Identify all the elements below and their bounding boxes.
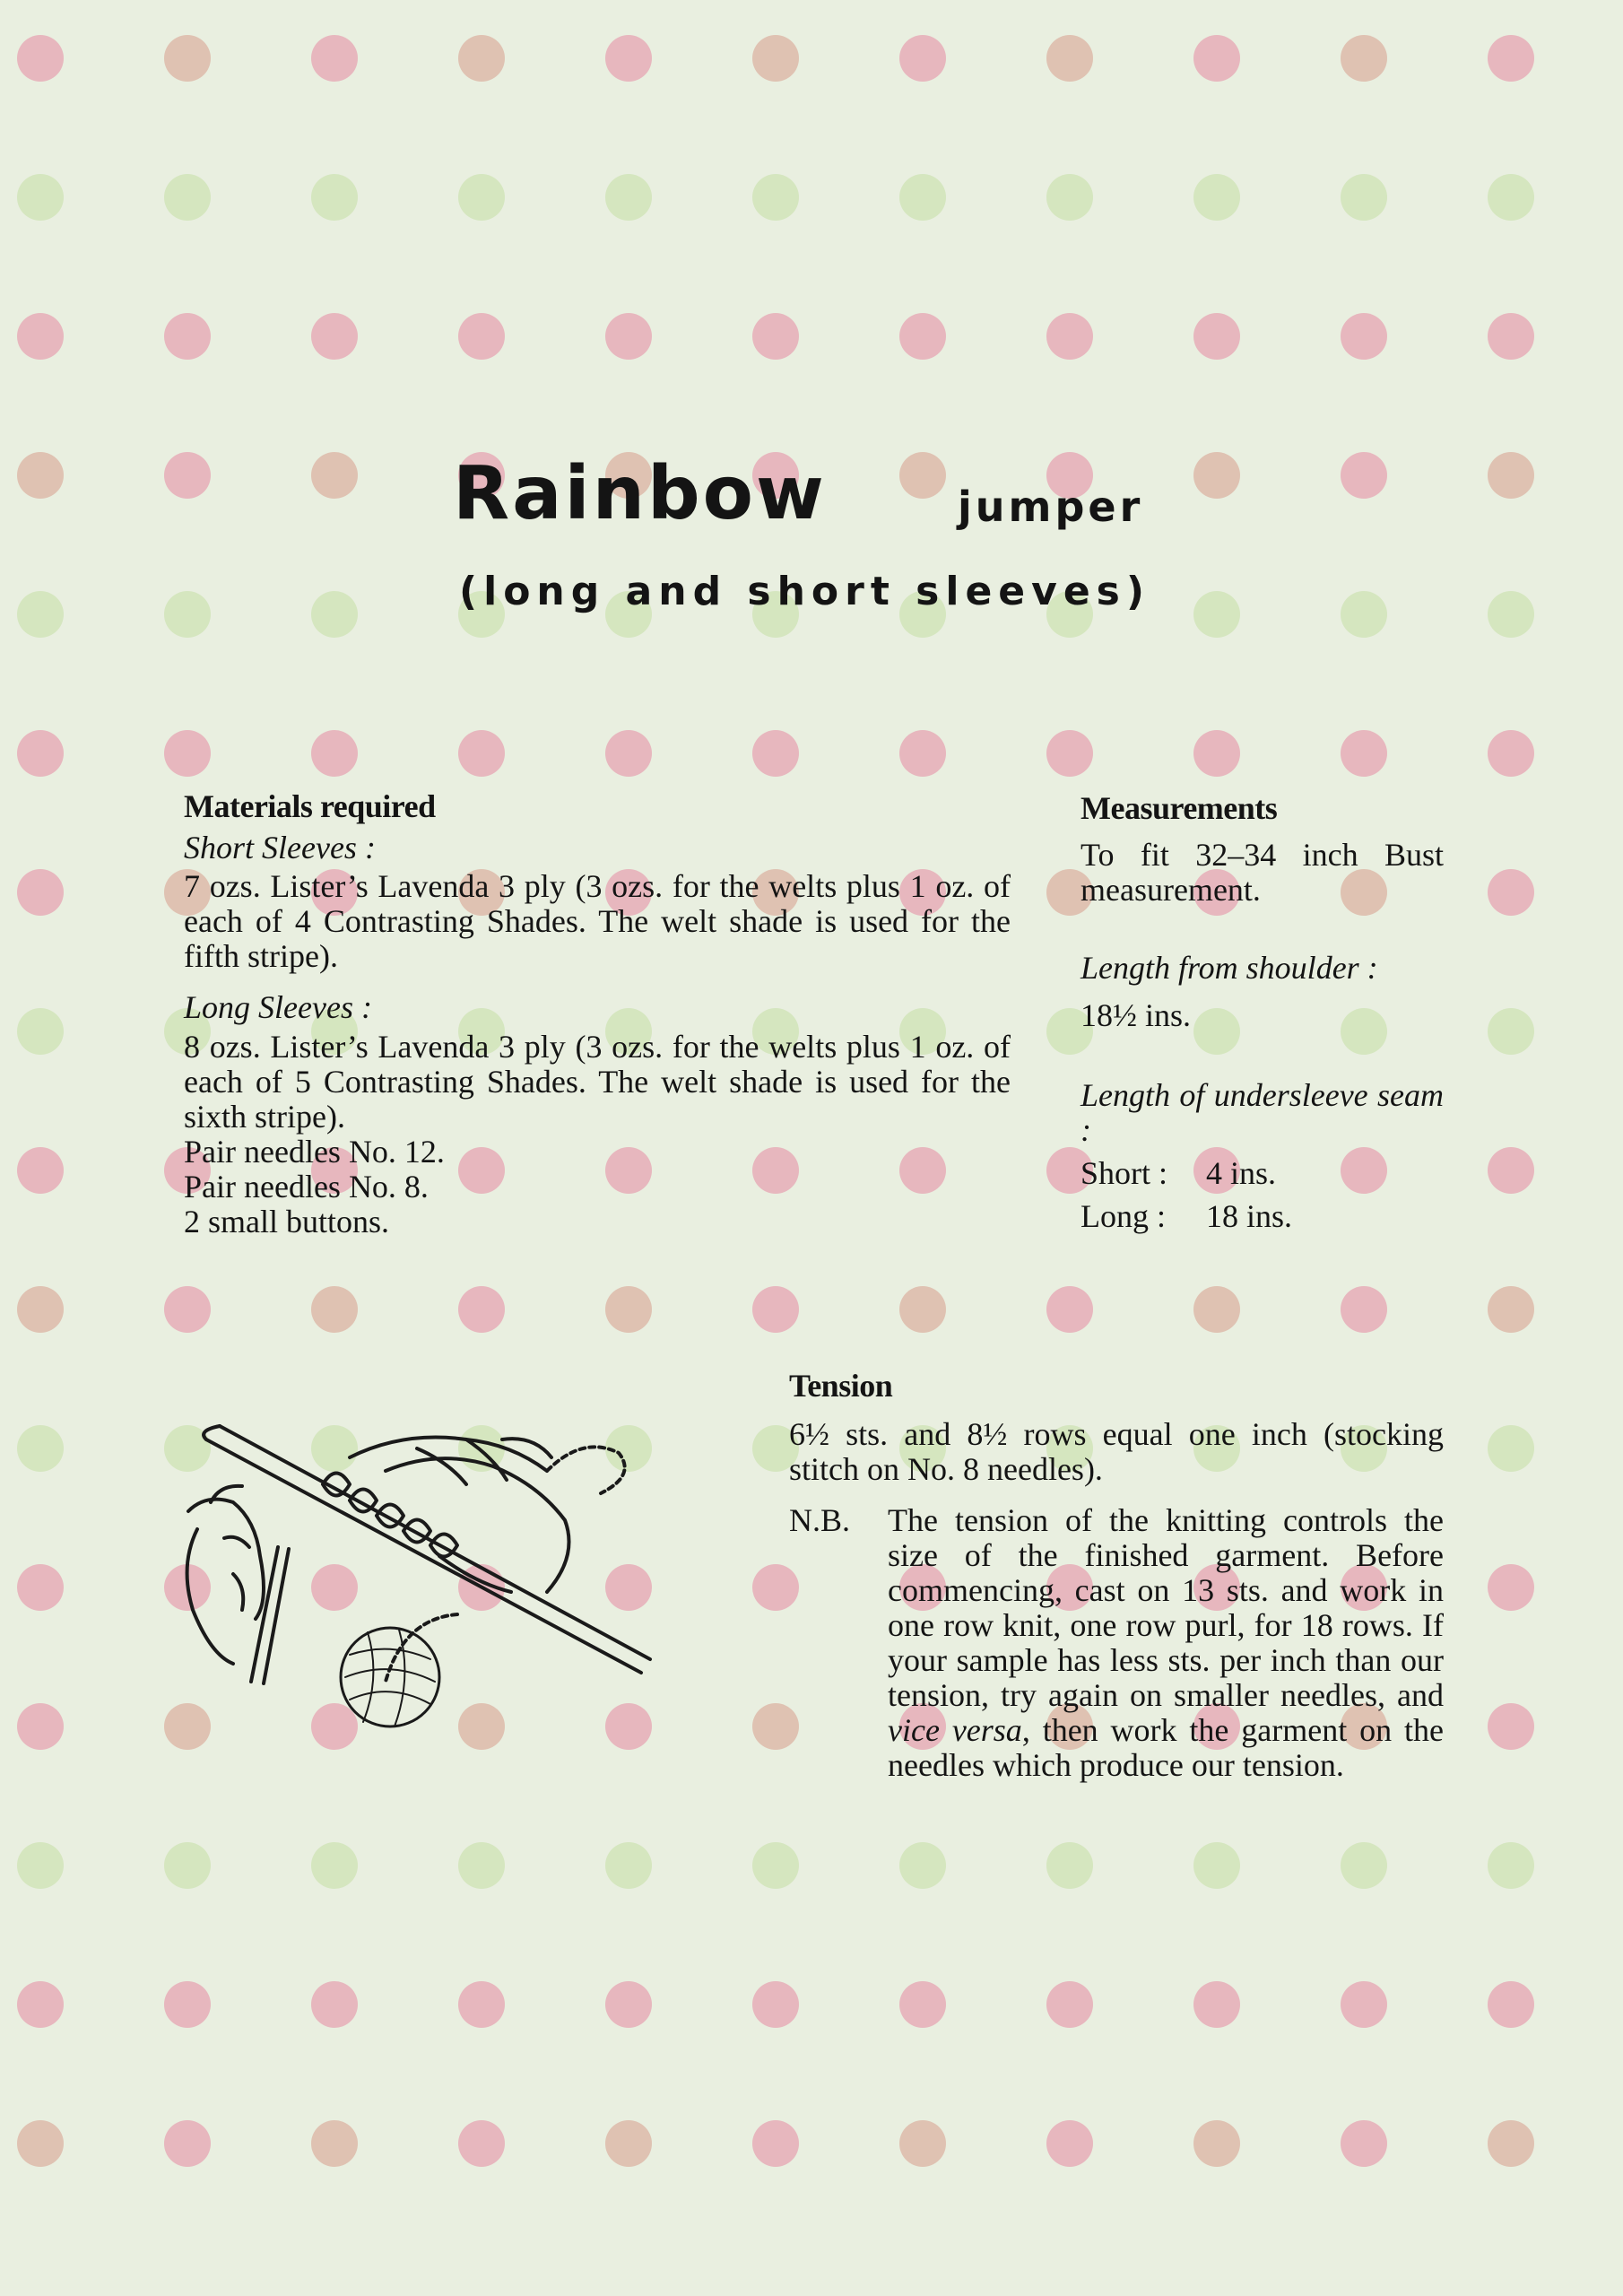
short-sleeves-heading: Short Sleeves : bbox=[184, 829, 376, 865]
materials-section bbox=[184, 789, 1011, 1239]
short-sleeve-length bbox=[1081, 1152, 1444, 1195]
short-value: 4 ins. bbox=[1206, 1155, 1277, 1192]
needles-12-item: Pair needles No. 12. bbox=[184, 1133, 445, 1170]
needles-8-item: Pair needles No. 8. bbox=[184, 1168, 429, 1205]
measurements-heading: Measurements bbox=[1081, 790, 1278, 826]
nb-text-italic: vice versa bbox=[888, 1711, 1022, 1748]
bust-fit-text: To fit 32–34 inch Bust measurement. bbox=[1081, 836, 1444, 908]
long-sleeves-heading: Long Sleeves : bbox=[184, 989, 372, 1026]
nb-text-part2: , then work the garment on the needles which produce our tension. bbox=[888, 1711, 1444, 1783]
nb-text-part1: The tension of the knitting controls the size of the finished garment. Before commencing, cast on 13 sts. and work in one row knit, one row purl, for 18 rows. If your sample has less sts. per inch than our tension, try again on smaller needles, and bbox=[888, 1501, 1444, 1713]
long-value: 18 ins. bbox=[1206, 1198, 1293, 1235]
materials-heading: Materials required bbox=[184, 788, 436, 824]
length-shoulder-value: 18½ ins. bbox=[1081, 997, 1192, 1034]
nb-label: N.B. bbox=[789, 1501, 851, 1538]
nb-text bbox=[888, 1503, 1444, 1783]
pattern-subtitle: (long and short sleeves) bbox=[459, 569, 1150, 614]
tension-heading: Tension bbox=[789, 1368, 893, 1404]
long-sleeve-length bbox=[1081, 1195, 1444, 1238]
length-shoulder-heading: Length from shoulder : bbox=[1081, 949, 1378, 986]
short-sleeves-text: 7 ozs. Lister’s Lavenda 3 ply (3 ozs. for the welts plus 1 oz. of each of 4 Contrasting Shades. The welt shade is used for the fifth stripe). bbox=[184, 868, 1011, 975]
long-sleeves-text: 8 ozs. Lister’s Lavenda 3 ply (3 ozs. for the welts plus 1 oz. of each of 5 Contrasting Shades. The welt shade is used for the sixth stripe). bbox=[184, 1028, 1011, 1135]
measurements-section bbox=[1081, 791, 1444, 1238]
buttons-item: 2 small buttons. bbox=[184, 1203, 390, 1239]
long-label: Long : bbox=[1081, 1198, 1166, 1235]
undersleeve-heading: Length of undersleeve seam : bbox=[1081, 1077, 1444, 1149]
tension-section bbox=[789, 1369, 1444, 1783]
hands-knitting-needles-yarn-ball-icon bbox=[170, 1386, 708, 1735]
garment-type: jumper bbox=[958, 483, 1144, 531]
tension-text: 6½ sts. and 8½ rows equal one inch (stocking stitch on No. 8 needles). bbox=[789, 1415, 1444, 1487]
nb-note bbox=[789, 1503, 1444, 1783]
pattern-title: Rainbow bbox=[453, 451, 827, 536]
short-label: Short : bbox=[1081, 1155, 1168, 1192]
